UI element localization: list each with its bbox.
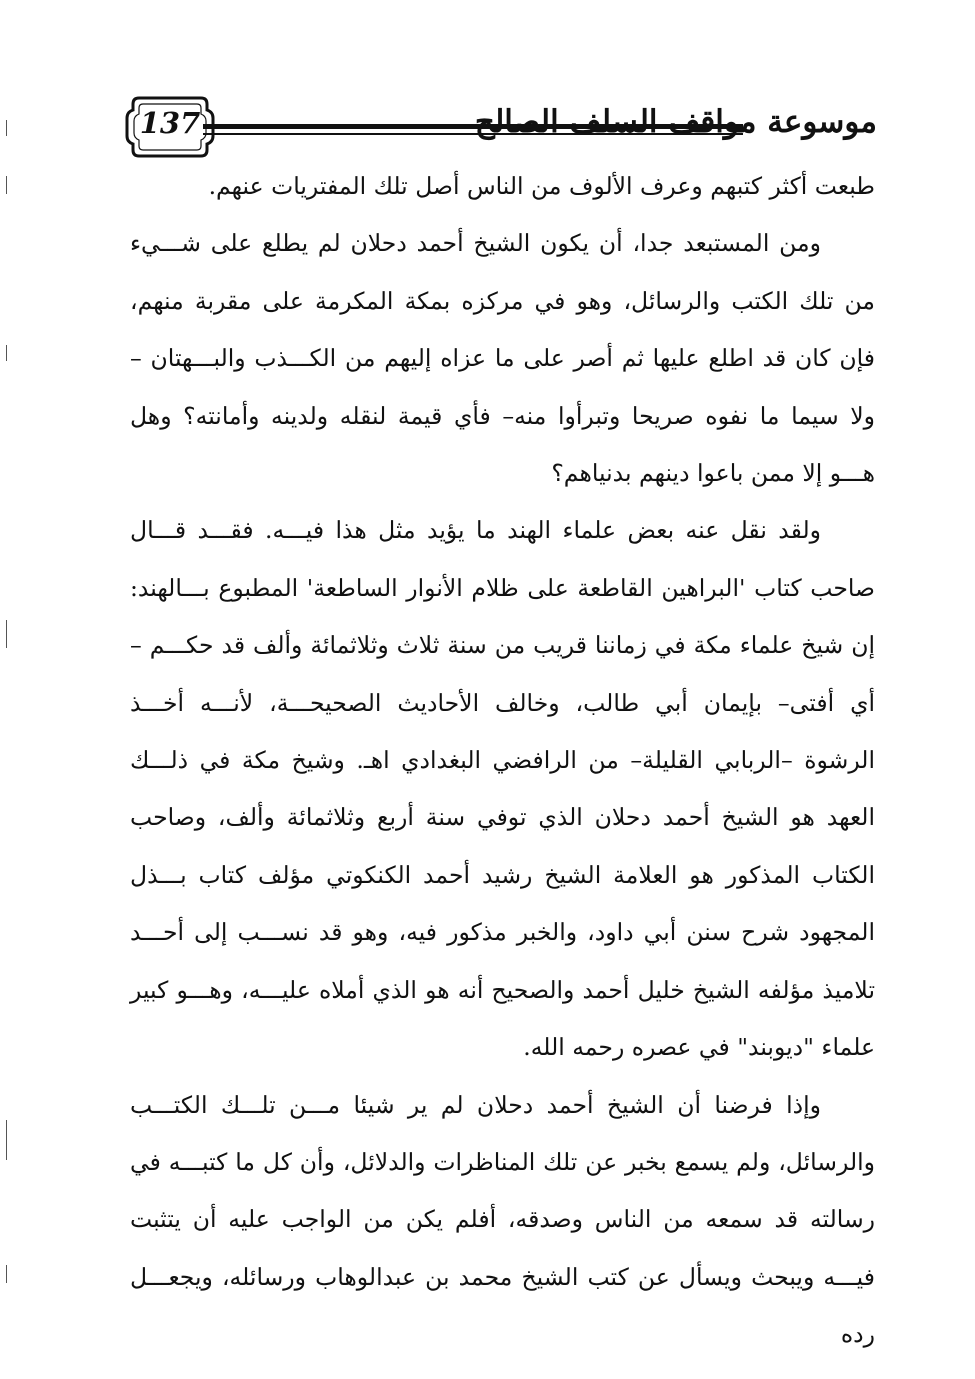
page-number: 137	[139, 106, 201, 140]
paragraph-1: طبعت أكثر كتبهم وعرف الألوف من الناس أصل تلك المفتريات عنهم.	[208, 172, 875, 200]
scan-mark	[6, 1120, 7, 1160]
page-header	[125, 92, 875, 162]
scan-mark	[6, 345, 7, 361]
page-number-badge	[125, 92, 215, 162]
scan-mark	[6, 176, 7, 194]
body-text	[130, 158, 875, 1364]
paragraph-3: ولقد نقل عنه بعض علماء الهند ما يؤيد مثل هذا فيـــه. فقـــد قـــال صاحب كتاب 'البراهين القاطعة على ظلام الأنوار الساطعة' المطبوع بـــالهند: إن شيخ علماء مكة في زماننا قريب من سنة ثلاث وثلاثمائة وألف قد حكـــم –أي أفتى– بإيمان أبي طالب، وخالف الأحاديث الصحيحـــة، لأنـــه أخـــذ الرشوة –الربابي القليلة– من الرافضي البغدادي اهـ. وشيخ مكة في ذلـــك العهد هو الشيخ أحمد دحلان الذي توفي سنة أربع وثلاثمائة وألف، وصاحب الكتاب المذكور هو العلامة الشيخ رشيد أحمد الكنكوتي مؤلف كتاب بـــذل المجهود شرح سنن أبي داود، والخبر مذكور فيه، وهو قد نســـب إلى أحـــد تلاميذ مؤلفه الشيخ خليل أحمد والصحيح أنه هو الذي أملاه عليـــه، وهـــو كبير علماء "ديوبند" في عصره رحمه الله.	[130, 516, 875, 1062]
scan-mark	[6, 120, 7, 136]
paragraph-4: وإذا فرضنا أن الشيخ أحمد دحلان لم ير شيئا مـــن تلـــك الكتـــب والرسائل، ولم يسمع بخبر عن تلك المناظرات والدلائل، وأن كل ما كتبـــه في رسالته قد سمعه من الناس وصدقه، أفلم يكن من الواجب عليه أن يتثبت فيـــه ويبحث ويسأل عن كتب الشيخ محمد بن عبدالوهاب ورسائله، ويجعـــل رده	[130, 1090, 875, 1349]
scan-mark	[6, 620, 7, 648]
series-title: موسوعة مواقف السلف الصالح	[474, 104, 877, 140]
paragraph-2: ومن المستبعد جدا، أن يكون الشيخ أحمد دحلان لم يطلع على شـــيء من تلك الكتب والرسائل، وهو في مركزه بمكة المكرمة على مقربة منهم، فإن كان قد اطلع عليها ثم أصر على ما عزاه إليهم من الكـــذب والبـــهتان –ولا سيما ما نفوه صريحا وتبرأوا منه– فأي قيمة لنقله ولدينه وأمانته؟ وهل هـــو إلا ممن باعوا دينهم بدنياهم؟	[130, 229, 875, 488]
scan-mark	[6, 1265, 7, 1283]
